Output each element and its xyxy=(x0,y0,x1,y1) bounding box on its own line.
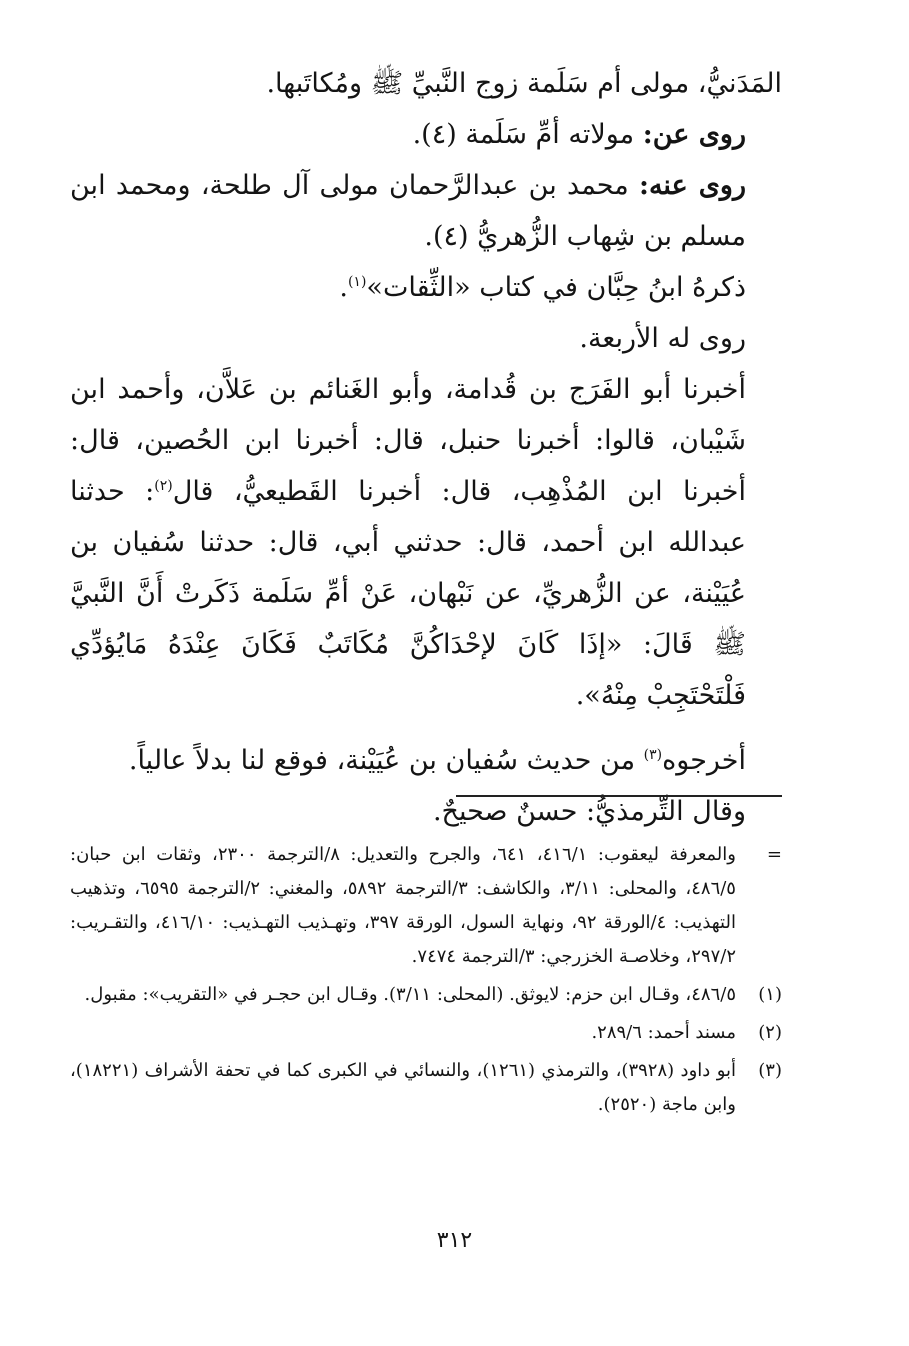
footnote-text: ٤٨٦/٥، وقـال ابن حزم: لايوثق. (المحلى: ٣/١١). وقـال ابن حجـر في «التقريب»: مقبول. xyxy=(84,984,736,1005)
takhrij-label: أخرجوه xyxy=(662,745,746,776)
footnote-text: والمعرفة ليعقوب: ٤١٦/١، ٦٤١، والجرح والتعديل: ٨/الترجمة ٢٣٠٠، وثقات ابن حبان: ٤٨٦/٥، والمحلى: ٣/١١، والكاشف: ٣/الترجمة ٥٨٩٢، والمغني: ٢/الترجمة ٦٥٩٥، وتذهيب التهذيب: ٤/الورقة ٩٢، ونهاية السول، الورقة ٣٩٧، وتهـذيب التهـذيب: ٤١٦/١٠، والتقـريب: ٢٩٧/٢، وخلاصـة الخزرجي: ٣/الترجمة ٧٤٧٤. xyxy=(70,844,736,967)
takhrij-paragraph xyxy=(70,735,782,786)
narrated-from-label: روى عن: xyxy=(642,119,746,150)
page-number: ٣١٢ xyxy=(436,1228,473,1253)
tirmidhi-paragraph: وقال التِّرمذيُّ: حسنٌ صحيحٌ. xyxy=(432,796,746,827)
footnote-ref-2: (٢) xyxy=(154,478,173,494)
narrated-by-four: روى له الأربعة. xyxy=(579,323,746,354)
footnote-1 xyxy=(70,978,782,1012)
footnote-marker: (١) xyxy=(758,984,782,1005)
footnote-3 xyxy=(70,1054,782,1122)
footnote-text: مسند أحمد: ٢٨٩/٦. xyxy=(591,1022,736,1043)
biography-line: المَدَنيُّ، مولى أم سَلَمة زوج النَّبيِّ ﷺ ومُكاتَبها. xyxy=(266,68,782,99)
narrated-from-paragraph xyxy=(70,109,782,160)
ibn-hibban-paragraph xyxy=(70,262,782,313)
footnote-continuation xyxy=(70,838,782,974)
narrators-label: روى عنه: xyxy=(638,170,746,201)
hadith-paragraph xyxy=(70,364,782,721)
hadith-chain: أخبرنا أبو الفَرَج بن قُدامة، وأبو الغَنائم بن عَلاَّن، وأحمد ابن شَيْبان، قالوا: أخبرنا حنبل، قال: أخبرنا ابن الحُصين، قال: أخبرنا ابن المُذْهِب، قال: أخبرنا القَطيعيُّ، قال xyxy=(70,374,746,507)
footnote-marker: (٣) xyxy=(758,1060,782,1081)
ibn-hibban-text: ذكرهُ ابنُ حِبَّان في كتاب «الثِّقات» xyxy=(366,272,746,303)
narrated-from-text: مولاته أمِّ سَلَمة (٤). xyxy=(412,119,635,150)
takhrij-text: من حديث سُفيان بن عُيَيْنة، فوقع لنا بدلاً عالياً. xyxy=(128,745,644,776)
main-text xyxy=(70,58,782,837)
narrators-paragraph xyxy=(70,160,782,262)
hadith-text: : حدثنا عبدالله ابن أحمد، قال: حدثني أبي، قال: حدثنا سُفيان بن عُيَيْنة، عن الزُّهريِّ، عن نَبْهان، عَنْ أمِّ سَلَمة ذَكَرتْ أَنَّ النَّبيَّ ﷺ قَالَ: «إذَا كَانَ لإحْدَاكُنَّ مُكَاتَبٌ فَكَانَ عِنْدَهُ مَايُؤدِّي فَلْتَحْتَجِبْ مِنْهُ». xyxy=(70,476,746,711)
footnote-text: أبو داود (٣٩٢٨)، والترمذي (١٢٦١)، والنسائي في الكبرى كما في تحفة الأشراف (١٨٢٢١)، وابن ماجة (٢٥٢٠). xyxy=(70,1060,737,1115)
footnote-ref-1: (١) xyxy=(347,274,367,290)
footnote-2 xyxy=(70,1016,782,1050)
footnote-marker: = xyxy=(766,844,782,865)
footnote-divider xyxy=(456,795,782,797)
footnote-ref-3: (٣) xyxy=(643,747,663,763)
ibn-hibban-end: . xyxy=(339,272,348,303)
footnote-marker: (٢) xyxy=(758,1022,782,1043)
narrators-text: محمد بن عبدالرَّحمان مولى آل طلحة، ومحمد ابن مسلم بن شِهاب الزُّهريُّ (٤). xyxy=(70,170,746,252)
footnotes xyxy=(70,838,782,1126)
